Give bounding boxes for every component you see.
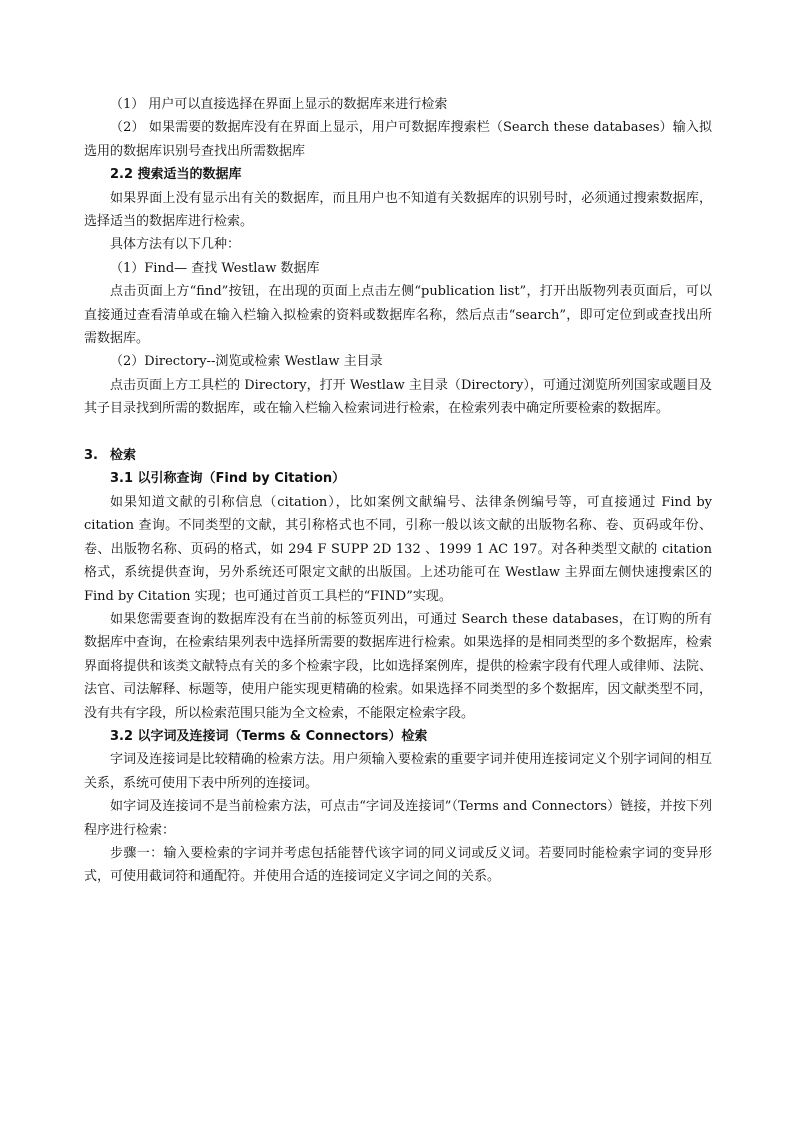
paragraph: （2）Directory--浏览或检索 Westlaw 主目录 — [110, 354, 383, 370]
paragraph: 步骤一：输入要检索的字词并考虑包括能替代该字词的同义词或反义词。若要同时能检索字词的变异形式，可使用截词符和通配符。并使用合适的连接词定义字词之间的关系。 — [84, 845, 712, 885]
section-spacer — [84, 421, 712, 444]
paragraph: 点击页面上方工具栏的 Directory，打开 Westlaw 主目录（Directory），可通过浏览所列国家或题目及其子目录找到所需的数据库，或在输入栏输入检索词进行检索，在检索列表中确定所要检索的数据库。 — [84, 377, 712, 417]
paragraph: 如果知道文献的引称信息（citation），比如案例文献编号、法律条例编号等，可直接通过 Find by citation 查询。不同类型的文献，其引称格式也不同，引称一般以该文献的出版物名称、卷、页码或年份、卷、出版物名称、页码的格式，如 294 F SUPP 2D 132 、1999 1 AC 197。对各种类型文献的 citation 格式，系统提供查询，另外系统还可限定文献的出版国。上述功能可在 Westlaw 主界面左侧快速搜索区的 Find by Citation 实现；也可通过首页工具栏的“FIND”实现。 — [84, 494, 712, 604]
section-heading-3-2: 3.2 以字词及连接词（Terms & Connectors）检索 — [110, 728, 428, 744]
paragraph: 点击页面上方“find”按钮，在出现的页面上点击左侧“publication list”，打开出版物列表页面后，可以直接通过查看清单或在输入栏输入拟检索的资料或数据库名称，然后点击“search”，即可定位到或查找出所需数据库。 — [84, 284, 712, 347]
section-heading-2-2: 2.2 搜索适当的数据库 — [110, 167, 242, 183]
paragraph: 如果界面上没有显示出有关的数据库，而且用户也不知道有关数据库的识别号时，必须通过搜索数据库，选择适当的数据库进行检索。 — [84, 190, 712, 230]
document-page — [84, 93, 712, 889]
paragraph: 如字词及连接词不是当前检索方法，可点击“字词及连接词”（Terms and Connectors）链接，并按下列程序进行检索： — [84, 799, 712, 838]
paragraph: 具体方法有以下几种： — [110, 237, 241, 253]
paragraph: （1） 用户可以直接选择在界面上显示的数据库来进行检索 — [110, 97, 448, 112]
section-number: 3. — [84, 448, 98, 464]
section-heading-3-1: 3.1 以引称查询（Find by Citation） — [110, 471, 346, 487]
section-title: 检索 — [110, 448, 137, 464]
paragraph: （2） 如果需要的数据库没有在界面上显示，用户可数据库搜索栏（Search these databases）输入拟选用的数据库识别号查找出所需数据库 — [84, 120, 712, 159]
paragraph: 字词及连接词是比较精确的检索方法。用户须输入要检索的重要字词并使用连接词定义个别字词间的相互关系，系统可使用下表中所列的连接词。 — [84, 752, 712, 791]
paragraph: （1）Find— 查找 Westlaw 数据库 — [110, 260, 320, 276]
section-heading-3 — [84, 444, 712, 467]
paragraph: 如果您需要查询的数据库没有在当前的标签页列出，可通过 Search these databases，在订购的所有数据库中查询，在检索结果列表中选择所需要的数据库进行检索。如果选择的是相同类型的多个数据库，检索界面将提供和该类文献特点有关的多个检索字段，比如选择案例库，提供的检索字段有代理人或律师、法院、法官、司法解释、标题等，使用户能实现更精确的检索。如果选择不同类型的多个数据库，因文献类型不同，没有共有字段，所以检索范围只能为全文检索，不能限定检索字段。 — [84, 611, 712, 721]
